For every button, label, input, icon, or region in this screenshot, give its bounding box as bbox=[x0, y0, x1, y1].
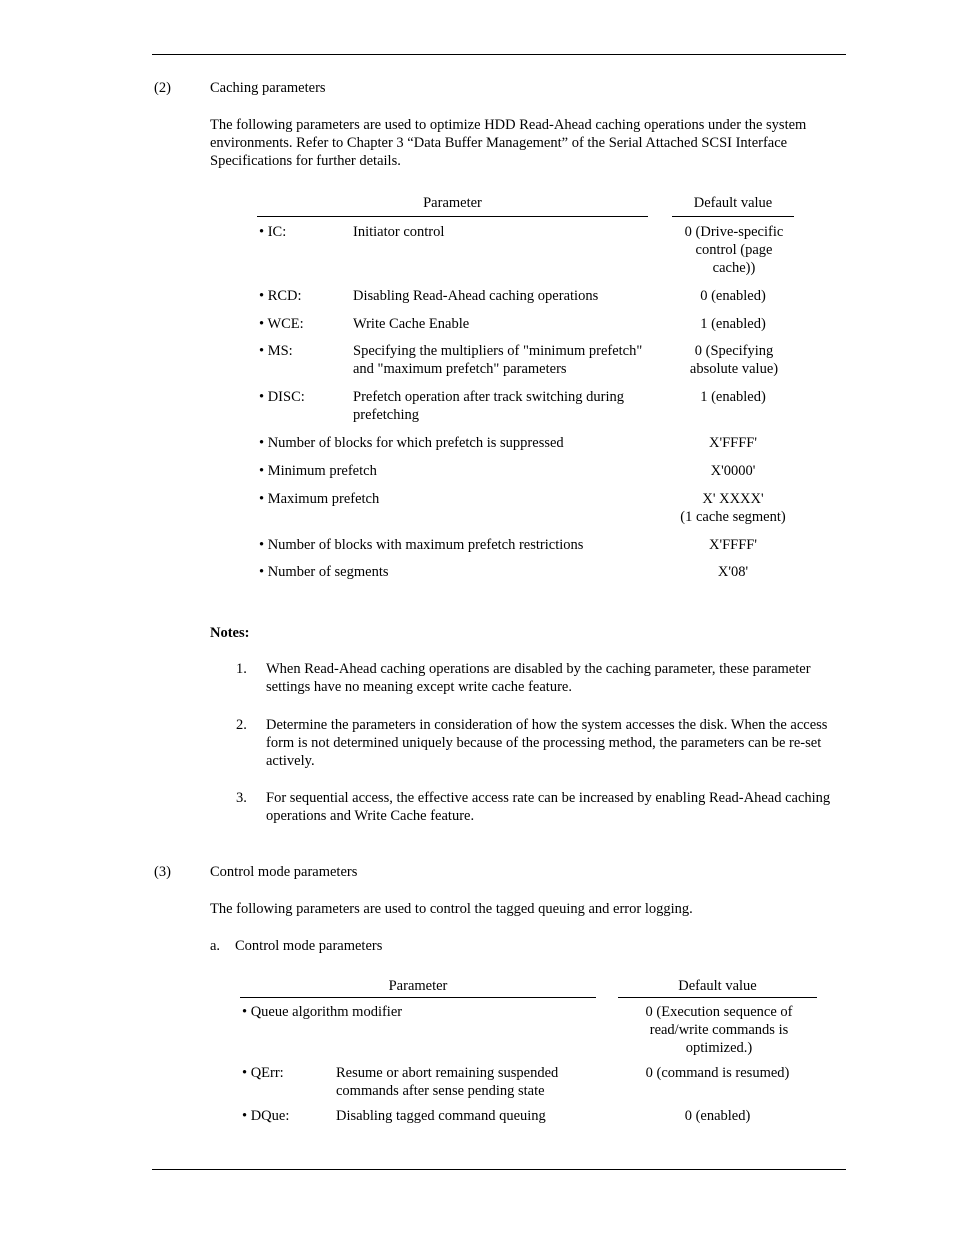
note-text: When Read-Ahead caching operations are disabled by the caching parameter, these parameter settings have no meaning except write cache feature. bbox=[266, 661, 811, 695]
column-header-default: Default value bbox=[678, 978, 757, 994]
param-description: Specifying the multipliers of "minimum prefetch" and "maximum prefetch" parameters bbox=[353, 343, 643, 377]
param-default: 0 (Specifying absolute value) bbox=[689, 343, 779, 377]
notes-label: Notes: bbox=[210, 625, 250, 641]
param-abbr: • QErr: bbox=[242, 1065, 284, 1081]
column-header-default: Default value bbox=[693, 195, 773, 211]
param-default-note: (1 cache segment) bbox=[680, 509, 786, 525]
param-default: 0 (enabled) bbox=[700, 288, 766, 304]
param-abbr: • IC: bbox=[259, 224, 287, 240]
section-intro: The following parameters are used to optimize HDD Read-Ahead caching operations under the system environments. Refer to Chapter 3 “Data Buffer Management” of the Serial Attached SCSI Interface Specifications for further details. bbox=[210, 117, 807, 169]
param-abbr: • DQue: bbox=[242, 1108, 290, 1124]
header-rule bbox=[152, 54, 846, 55]
section-number: (3) bbox=[154, 864, 171, 880]
param-abbr: • DISC: bbox=[259, 389, 305, 405]
param-name: • Number of blocks with maximum prefetch restrictions bbox=[259, 537, 584, 553]
header-underline bbox=[618, 997, 817, 998]
footer-rule bbox=[152, 1169, 846, 1170]
param-default: X'FFFF' bbox=[709, 435, 757, 451]
param-name: • Minimum prefetch bbox=[259, 463, 377, 479]
note-text: Determine the parameters in consideration of how the system accesses the disk. When the access form is not determined uniquely because of the processing method, the parameters can be re-set actively. bbox=[266, 717, 828, 769]
note-number: 1. bbox=[236, 661, 247, 677]
param-default: X' XXXX' bbox=[702, 491, 764, 507]
header-underline bbox=[240, 997, 596, 998]
param-name: • Number of blocks for which prefetch is suppressed bbox=[259, 435, 564, 451]
param-default: 0 (Execution sequence of read/write commands is optimized.) bbox=[645, 1004, 793, 1056]
note-number: 3. bbox=[236, 790, 247, 806]
header-underline bbox=[672, 216, 794, 217]
param-description: Resume or abort remaining suspended commands after sense pending state bbox=[336, 1065, 559, 1099]
param-default: 0 (enabled) bbox=[684, 1108, 751, 1124]
param-default: X'0000' bbox=[710, 463, 756, 479]
section-intro: The following parameters are used to control the tagged queuing and error logging. bbox=[210, 901, 693, 917]
section-heading: Caching parameters bbox=[210, 80, 326, 96]
param-abbr: • MS: bbox=[259, 343, 293, 359]
note-number: 2. bbox=[236, 717, 247, 733]
param-name: • Queue algorithm modifier bbox=[242, 1004, 403, 1020]
subsection-heading: Control mode parameters bbox=[235, 938, 383, 954]
param-default: 0 (command is resumed) bbox=[645, 1065, 790, 1081]
param-name: • Maximum prefetch bbox=[259, 491, 380, 507]
param-description: Disabling tagged command queuing bbox=[336, 1108, 546, 1124]
column-header-parameter: Parameter bbox=[388, 978, 448, 994]
param-abbr: • RCD: bbox=[259, 288, 302, 304]
param-description: Write Cache Enable bbox=[353, 316, 470, 332]
section-number: (2) bbox=[154, 80, 171, 96]
param-default: X'08' bbox=[717, 564, 749, 580]
param-description: Initiator control bbox=[353, 224, 445, 240]
param-default: X'FFFF' bbox=[709, 537, 757, 553]
subsection-letter: a. bbox=[210, 938, 221, 954]
param-description: Prefetch operation after track switching during prefetching bbox=[353, 389, 624, 423]
param-default: 1 (enabled) bbox=[700, 316, 766, 332]
param-default: 1 (enabled) bbox=[700, 389, 766, 405]
param-name: • Number of segments bbox=[259, 564, 389, 580]
param-abbr: • WCE: bbox=[259, 316, 304, 332]
column-header-parameter: Parameter bbox=[423, 195, 482, 211]
param-description: Disabling Read-Ahead caching operations bbox=[353, 288, 599, 304]
note-text: For sequential access, the effective access rate can be increased by enabling Read-Ahead caching operations and Write Cache feature. bbox=[266, 790, 831, 824]
section-heading: Control mode parameters bbox=[210, 864, 358, 880]
header-underline bbox=[257, 216, 648, 217]
param-default: 0 (Drive-specific control (page cache)) bbox=[684, 224, 784, 276]
